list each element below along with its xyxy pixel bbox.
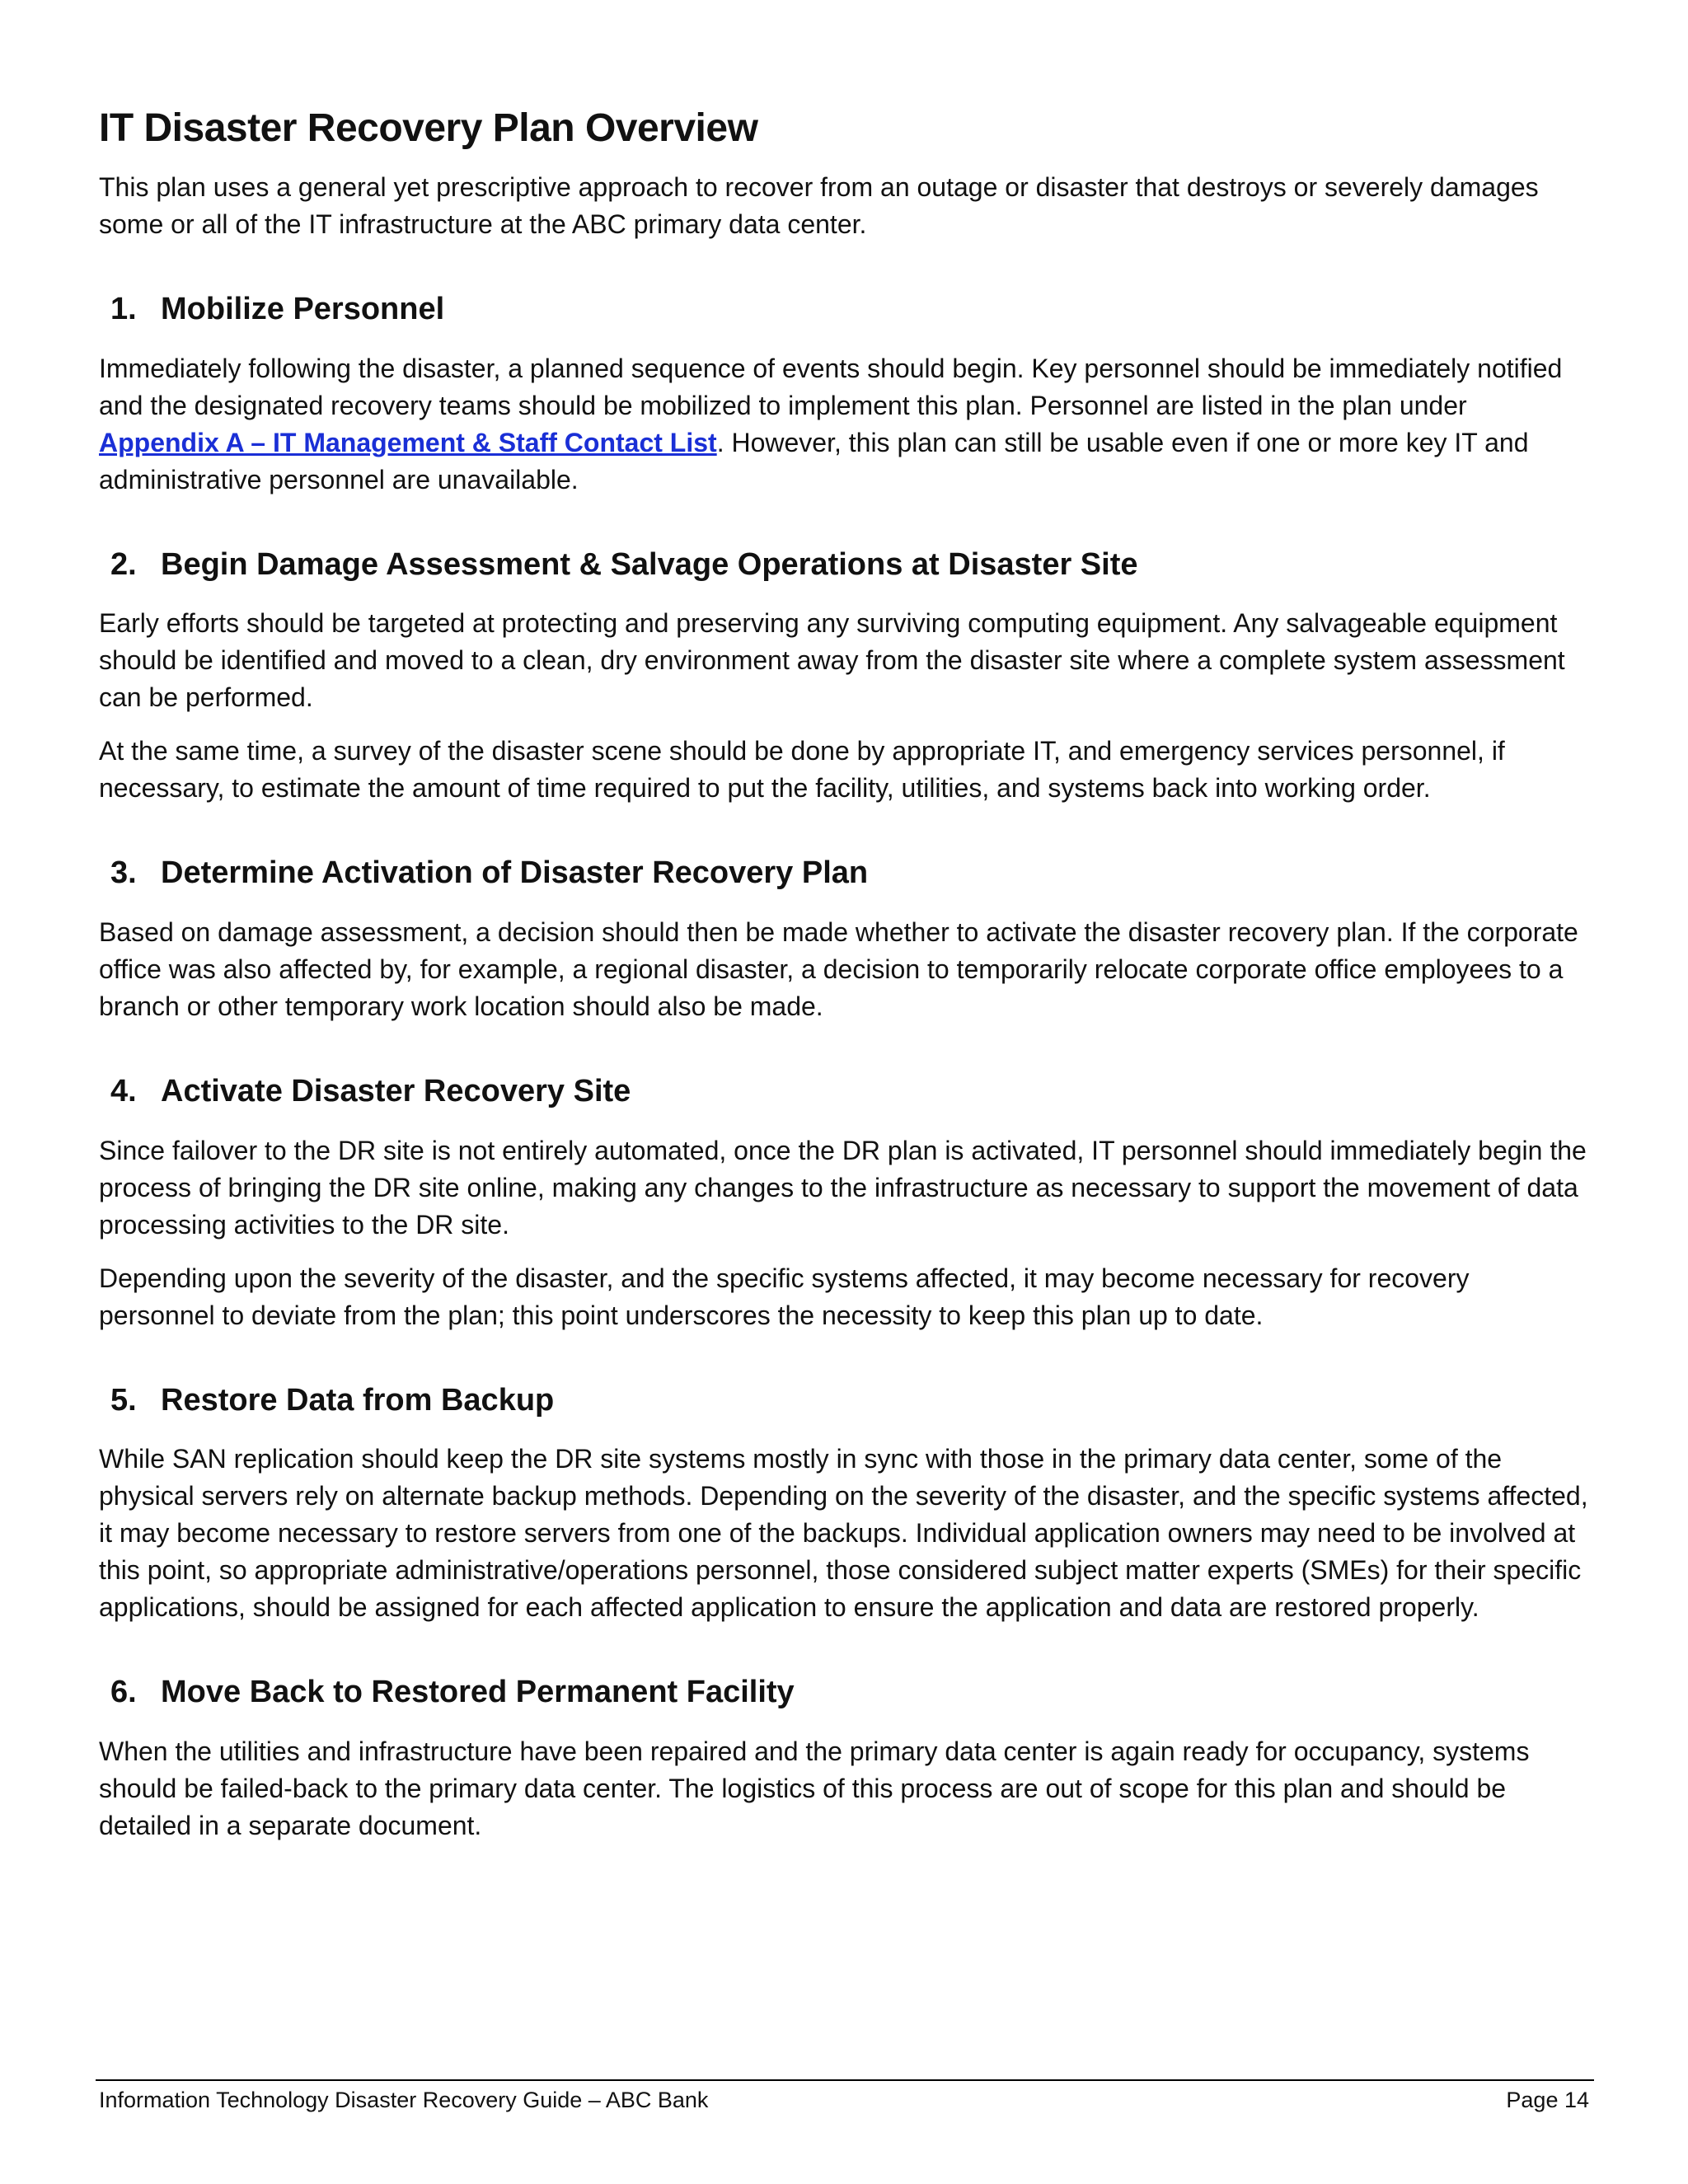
- section-title: Begin Damage Assessment & Salvage Operations at Disaster Site: [161, 546, 1138, 582]
- section-paragraph: Since failover to the DR site is not entirely automated, once the DR plan is activated, IT personnel should immediately begin the process of bringing the DR site online, making any changes to the infrastructure as necessary to support the movement of data processing activities to the DR site.: [99, 1135, 1587, 1240]
- section-title: Restore Data from Backup: [161, 1382, 555, 1418]
- page-footer: [99, 2087, 1589, 2113]
- footer-document-title: Information Technology Disaster Recovery Guide – ABC Bank: [99, 2088, 709, 2112]
- section-paragraph: When the utilities and infrastructure have been repaired and the primary data center is again ready for occupancy, systems should be failed-back to the primary data center. The logistics of this process are out of scope for this plan and should be detailed in a separate document.: [99, 1736, 1530, 1840]
- section-heading: [110, 1382, 1591, 1420]
- section-number: 3.: [110, 855, 137, 891]
- section-determine-activation: [99, 855, 1591, 1025]
- section-title: Mobilize Personnel: [161, 292, 445, 327]
- section-move-back: [99, 1674, 1591, 1844]
- intro-paragraph: This plan uses a general yet prescriptive approach to recover from an outage or disaster that destroys or severely damages some or all of the IT infrastructure at the ABC primary data center.: [99, 172, 1539, 240]
- footer-divider: [96, 2079, 1594, 2081]
- paragraph-text: Immediately following the disaster, a planned sequence of events should begin. Key personnel should be immediately notified and the designated recovery teams should be mobilized to implement this plan. Personnel are listed in the plan under: [99, 353, 1563, 420]
- section-paragraph: While SAN replication should keep the DR site systems mostly in sync with those in the primary data center, some of the physical servers rely on alternate backup methods. Depending on the severity of the disaster, and the specific systems affected, it may become necessary to restore servers from one of the backups. Individual application owners may need to be involved at this point, so appropriate administrative/operations personnel, those considered subject matter experts (SMEs) for their specific applications, should be assigned for each affected application to ensure the application and data are restored properly.: [99, 1444, 1588, 1623]
- paragraph-text: . However, this plan can still be usable even if one or more key IT and administrative personnel are unavailable.: [99, 427, 1529, 494]
- section-paragraph: Early efforts should be targeted at protecting and preserving any surviving computing equipment. Any salvageable equipment should be identified and moved to a clean, dry environment away from the disaster site where a complete system assessment can be performed.: [99, 608, 1565, 713]
- section-number: 1.: [110, 292, 137, 327]
- section-paragraph: At the same time, a survey of the disaster scene should be done by appropriate IT, and emergency services personnel, if necessary, to estimate the amount of time required to put the facility, utilities, and systems back into working order.: [99, 736, 1505, 804]
- section-paragraph: Based on damage assessment, a decision should then be made whether to activate the disaster recovery plan. If the corporate office was also affected by, for example, a regional disaster, a decision to temporarily relocate corporate office employees to a branch or other temporary work location should also be made.: [99, 916, 1578, 1021]
- section-heading: [110, 1674, 1591, 1712]
- footer-page-number: Page 14: [1506, 2088, 1589, 2112]
- section-number: 6.: [110, 1675, 137, 1710]
- section-mobilize-personnel: [99, 291, 1591, 499]
- section-title: Move Back to Restored Permanent Facility: [161, 1675, 795, 1710]
- section-paragraph: Depending upon the severity of the disaster, and the specific systems affected, it may become necessary for recovery personnel to deviate from the plan; this point underscores the necessity to keep this plan up to date.: [99, 1263, 1470, 1330]
- section-heading: [110, 855, 1591, 893]
- appendix-a-link[interactable]: Appendix A – IT Management & Staff Contact List: [99, 427, 717, 457]
- section-heading: [110, 1073, 1591, 1111]
- section-title: Activate Disaster Recovery Site: [161, 1073, 631, 1108]
- section-restore-data: [99, 1382, 1591, 1627]
- section-damage-assessment: [99, 546, 1591, 808]
- page-title: IT Disaster Recovery Plan Overview: [99, 106, 758, 150]
- section-number: 2.: [110, 546, 137, 582]
- document-page: [99, 99, 1591, 1892]
- section-number: 5.: [110, 1382, 137, 1418]
- section-title: Determine Activation of Disaster Recovery Plan: [161, 855, 869, 891]
- section-number: 4.: [110, 1073, 137, 1108]
- section-heading: [110, 546, 1591, 584]
- section-heading: [110, 291, 1591, 329]
- section-paragraph: [99, 350, 1591, 499]
- section-activate-dr-site: [99, 1073, 1591, 1334]
